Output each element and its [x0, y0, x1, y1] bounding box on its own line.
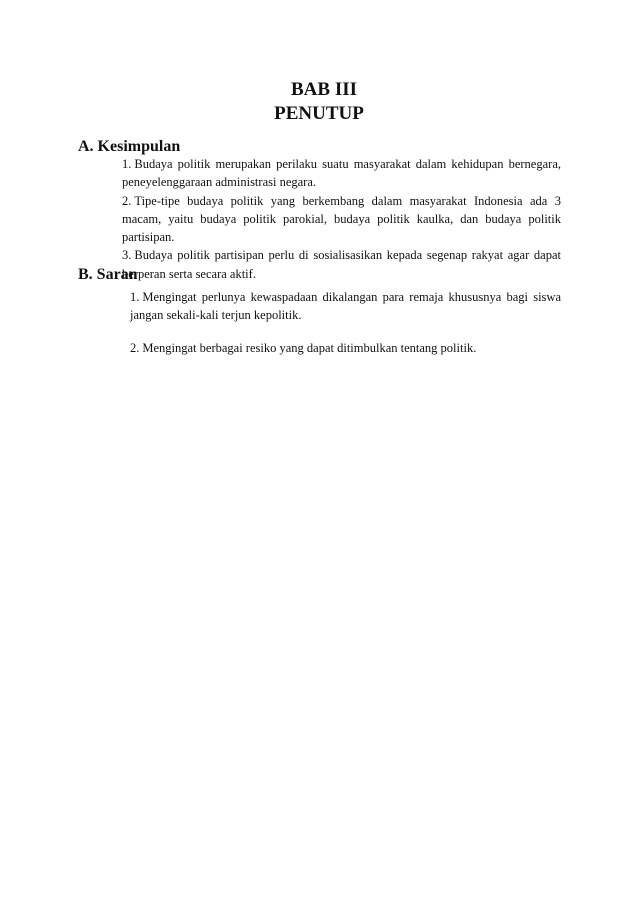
conclusion-item [122, 192, 561, 247]
suggestion-item [130, 288, 561, 325]
item-text: Tipe-tipe budaya politik yang berkembang dalam masyarakat Indonesia ada 3 macam, yaitu budaya politik parokial, budaya politik kaulka, dan budaya politik partisipan. [122, 193, 561, 245]
item-number: 2. [130, 340, 140, 355]
item-text: Budaya politik merupakan perilaku suatu masyarakat dalam kehidupan bernegara, peneyelenggaraan administrasi negara. [122, 157, 561, 190]
item-number: 2. [122, 193, 132, 208]
suggestion-list [130, 288, 561, 357]
suggestion-heading: B. Saran [78, 266, 138, 283]
suggestion-item [130, 339, 561, 357]
item-text: Mengingat berbagai resiko yang dapat ditimbulkan tentang politik. [142, 340, 477, 355]
item-number: 3. [122, 248, 132, 263]
conclusion-item [122, 246, 561, 283]
item-text: Budaya politik partisipan perlu di sosialisasikan kepada segenap rakyat agar dapat berperan serta secara aktif. [122, 248, 561, 281]
item-number: 1. [130, 290, 140, 304]
item-number: 1. [122, 157, 132, 171]
conclusion-item [122, 155, 561, 192]
chapter-label: BAB III [291, 79, 357, 100]
conclusion-list [122, 155, 561, 283]
chapter-title: PENUTUP [274, 103, 364, 124]
item-text: Mengingat perlunya kewaspadaan dikalangan para remaja khususnya bagi siswa jangan sekali-kali terjun kepolitik. [130, 290, 561, 323]
conclusion-heading: A. Kesimpulan [78, 138, 181, 155]
